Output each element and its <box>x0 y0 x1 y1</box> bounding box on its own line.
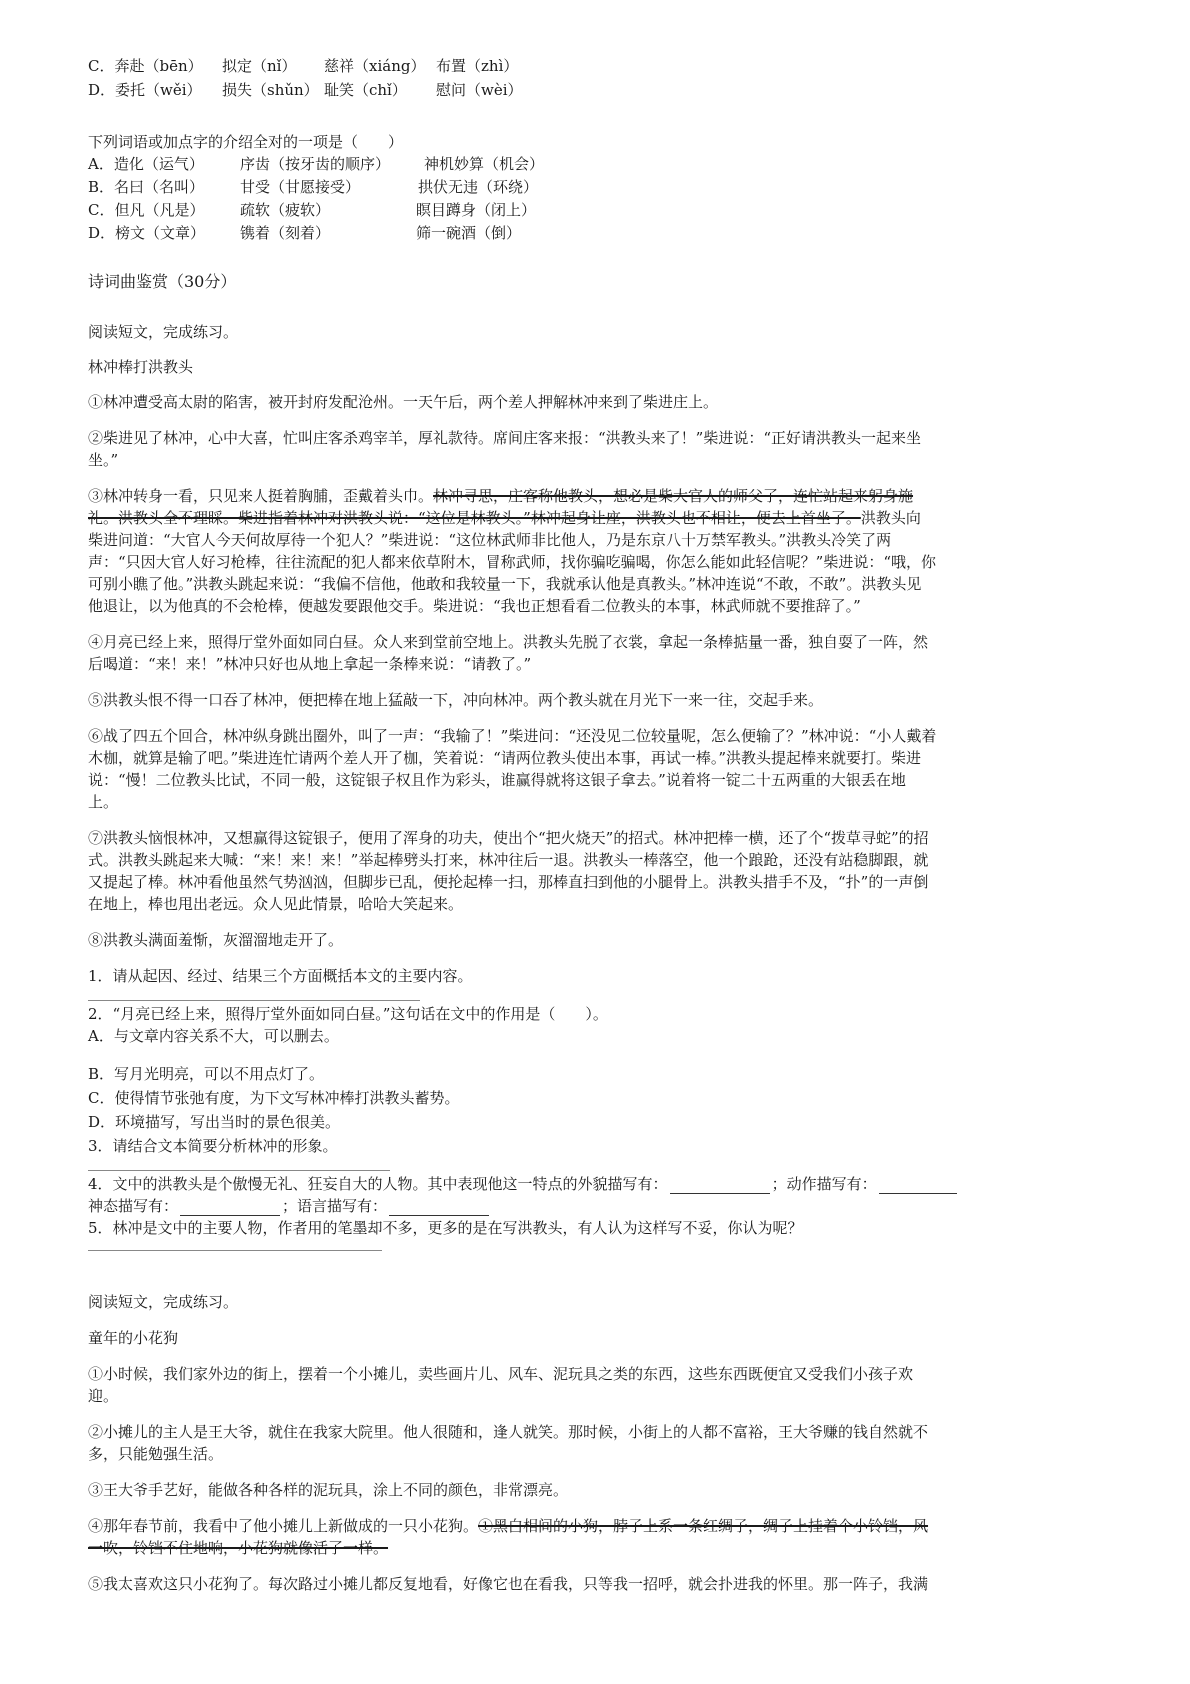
reading-title: 林冲棒打洪教头 <box>88 358 194 376</box>
option-text: 拱伏无违（环绕） <box>418 178 539 196</box>
option-text: 甘受（甘愿接受） <box>240 178 361 196</box>
struck-text: ①黑白相间的小狗，脖子上系一条红绸子，绸子上挂着个小铃铛，风 <box>478 1517 929 1535</box>
question-1: 1．请从起因、经过、结果三个方面概括本文的主要内容。 <box>88 967 473 985</box>
paragraph-7-line-3: 又提起了棒。林冲看他虽然气势汹汹，但脚步已乱，便抡起棒一扫，那棒直扫到他的小腿骨上。洪教头措手不及，“扑”的一声倒 <box>88 873 929 891</box>
paragraph-3-line-2 <box>88 508 921 528</box>
reading-title: 童年的小花狗 <box>88 1329 179 1347</box>
option-text: 慰问（wèi） <box>436 81 523 99</box>
paragraph-8: ⑧洪教头满面羞惭，灰溜溜地走开了。 <box>88 931 344 949</box>
paragraph-3-line-4: 声：“只因大官人好习枪棒，往往流配的犯人都来依草附木，冒称武师，找你骗吃骗喝，你怎么能如此轻信呢？”柴进说：“哦，你 <box>88 553 937 571</box>
option-text: 镌着（刻着） <box>240 224 331 242</box>
paragraph-2-line-1: ②柴进见了林冲，心中大喜，忙叫庄客杀鸡宰羊，厚礼款待。席间庄客来报：“洪教头来了！”柴进说：“正好请洪教头一起来坐 <box>88 429 922 447</box>
answer-blank[interactable] <box>389 1201 489 1216</box>
option-text: D．榜文（文章） <box>88 224 206 242</box>
paragraph-1-line-1: ①小时候，我们家外边的街上，摆着一个小摊儿，卖些画片儿、风车、泥玩具之类的东西，这些东西既便宜又受我们小孩子欢 <box>88 1365 914 1383</box>
paragraph-7-line-2: 式。洪教头跳起来大喊：“来！来！来！”举起棒劈头打来，林冲往后一退。洪教头一棒落空，他一个踉跄，还没有站稳脚跟，就 <box>88 851 929 869</box>
option-text: 神机妙算（机会） <box>424 155 545 173</box>
question-2: 2．“月亮已经上来，照得厅堂外面如同白昼。”这句话在文中的作用是（ ）。 <box>88 1005 608 1023</box>
paragraph-3: ③王大爷手艺好，能做各种各样的泥玩具，涂上不同的颜色，非常漂亮。 <box>88 1481 569 1499</box>
struck-text: 礼。洪教头全不理睬。柴进指着林冲对洪教头说：“这位是林教头。”林冲起身让座，洪教头也不相让，便去上首坐了。 <box>88 509 861 527</box>
paragraph-7-line-4: 在地上，棒也甩出老远。众人见此情景，哈哈大笑起来。 <box>88 895 464 913</box>
paragraph-5: ⑤我太喜欢这只小花狗了。每次路过小摊儿都反复地看，好像它也在看我，只等我一招呼，就会扑进我的怀里。那一阵子，我满 <box>88 1575 929 1593</box>
paragraph-4-line-2 <box>88 1538 388 1558</box>
question-text: ；语言描写有： <box>282 1197 388 1215</box>
text-segment: 洪教头向 <box>860 509 921 527</box>
answer-line[interactable] <box>88 1170 390 1171</box>
question-2-option-b: B．写月光明亮，可以不用点灯了。 <box>88 1065 325 1083</box>
question-text: 4．文中的洪教头是个傲慢无礼、狂妄自大的人物。其中表现他这一特点的外貌描写有： <box>88 1175 668 1193</box>
text-segment: ③林冲转身一看，只见来人挺着胸脯，歪戴着头巾。 <box>88 487 434 505</box>
answer-blank[interactable] <box>180 1201 280 1216</box>
paragraph-2-line-2: 多，只能勉强生活。 <box>88 1445 224 1463</box>
paragraph-1-line-2: 迎。 <box>88 1387 119 1405</box>
paragraph-3-line-1 <box>88 486 913 506</box>
option-text: 疏软（疲软） <box>240 201 331 219</box>
paragraph-4-line-1 <box>88 1516 928 1536</box>
option-text: 布置（zhì） <box>436 57 519 75</box>
section-title: 诗词曲鉴赏（30分） <box>88 272 237 291</box>
reading-instruction: 阅读短文，完成练习。 <box>88 1293 239 1311</box>
option-text: 筛一碗酒（倒） <box>416 224 522 242</box>
struck-text: 林冲寻思，庄客称他教头，想必是柴大官人的师父了，连忙站起来躬身施 <box>433 487 914 505</box>
paragraph-1: ①林冲遭受高太尉的陷害，被开封府发配沧州。一天午后，两个差人押解林冲来到了柴进庄上。 <box>88 393 719 411</box>
answer-blank[interactable] <box>879 1179 957 1194</box>
option-text: C．但凡（凡是） <box>88 201 205 219</box>
paragraph-4-line-2: 后喝道：“来！来！”林冲只好也从地上拿起一条棒来说：“请教了。” <box>88 655 532 673</box>
paragraph-7-line-1: ⑦洪教头恼恨林冲，又想赢得这锭银子，便用了浑身的功夫，使出个“把火烧天”的招式。林冲把棒一横，还了个“拨草寻蛇”的招 <box>88 829 929 847</box>
option-text: B．名曰（名叫） <box>88 178 205 196</box>
answer-line[interactable] <box>88 1000 420 1001</box>
option-text: 瞑目蹲身（闭上） <box>416 201 537 219</box>
paragraph-6-line-4: 上。 <box>88 793 119 811</box>
option-text: A．造化（运气） <box>88 155 204 173</box>
question-2-option-a: A．与文章内容关系不大，可以删去。 <box>88 1027 339 1045</box>
option-text: C．奔赴（bēn） <box>88 57 203 75</box>
paragraph-3-line-6: 他退让，以为他真的不会枪棒，便越发要跟他交手。柴进说：“我也正想看看二位教头的本事，林武师就不要推辞了。” <box>88 597 861 615</box>
paragraph-4-line-1: ④月亮已经上来，照得厅堂外面如同白昼。众人来到堂前空地上。洪教头先脱了衣裳，拿起一条棒掂量一番，独自耍了一阵，然 <box>88 633 929 651</box>
question-3: 3．请结合文本简要分析林冲的形象。 <box>88 1137 338 1155</box>
question-4-line-1 <box>88 1174 959 1194</box>
question-text: 神态描写有： <box>88 1197 179 1215</box>
paragraph-6-line-3: 说：“慢！二位教头比试，不同一般，这锭银子权且作为彩头，谁赢得就将这银子拿去。”说着将一锭二十五两重的大银丢在地 <box>88 771 906 789</box>
paragraph-2-line-2: 坐。” <box>88 451 119 469</box>
question-4-line-2 <box>88 1196 491 1216</box>
paragraph-2-line-1: ②小摊儿的主人是王大爷，就住在我家大院里。他人很随和，逢人就笑。那时候，小街上的人都不富裕，王大爷赚的钱自然就不 <box>88 1423 929 1441</box>
option-text: 损失（shǔn） <box>222 81 319 99</box>
answer-blank[interactable] <box>670 1179 770 1194</box>
paragraph-3-line-5: 可别小瞧了他。”洪教头跳起来说：“我偏不信他，他敢和我较量一下，我就承认他是真教头。”林冲连说“不敢，不敢”。洪教头见 <box>88 575 922 593</box>
paragraph-6-line-1: ⑥战了四五个回合，林冲纵身跳出圈外，叫了一声：“我输了！”柴进问：“还没见二位较量呢，怎么便输了？”林冲说：“小人戴着 <box>88 727 937 745</box>
paragraph-3-line-3: 柴进问道：“大官人今天何故厚待一个犯人？”柴进说：“这位林武师非比他人，乃是东京八十万禁军教头。”洪教头冷笑了两 <box>88 531 892 549</box>
option-text: 耻笑（chǐ） <box>324 81 407 99</box>
option-text: 拟定（nǐ） <box>222 57 297 75</box>
reading-instruction: 阅读短文，完成练习。 <box>88 323 239 341</box>
option-text: 序齿（按牙齿的顺序） <box>240 155 391 173</box>
question-2-option-d: D．环境描写，写出当时的景色很美。 <box>88 1113 341 1131</box>
paragraph-5: ⑤洪教头恨不得一口吞了林冲，便把棒在地上猛敲一下，冲向林冲。两个教头就在月光下一来一往，交起手来。 <box>88 691 824 709</box>
option-text: D．委托（wěi） <box>88 81 202 99</box>
option-text: 慈祥（xiáng） <box>324 57 426 75</box>
question-5: 5．林冲是文中的主要人物，作者用的笔墨却不多，更多的是在写洪教头，有人认为这样写不妥，你认为呢？ <box>88 1219 803 1237</box>
question-2-option-c: C．使得情节张弛有度，为下文写林冲棒打洪教头蓄势。 <box>88 1089 460 1107</box>
paragraph-6-line-2: 木枷，就算是输了吧。”柴进连忙请两个差人开了枷，笑着说：“请两位教头使出本事，再试一棒。”洪教头提起棒来就要打。柴进 <box>88 749 922 767</box>
text-segment: ④那年春节前，我看中了他小摊儿上新做成的一只小花狗。 <box>88 1517 479 1535</box>
answer-line[interactable] <box>88 1250 382 1251</box>
struck-text: 一吹，铃铛不住地响，小花狗就像活了一样。 <box>88 1539 389 1557</box>
vocab-question-stem: 下列词语或加点字的介绍全对的一项是（ ） <box>88 133 404 151</box>
question-text: ；动作描写有： <box>771 1175 877 1193</box>
